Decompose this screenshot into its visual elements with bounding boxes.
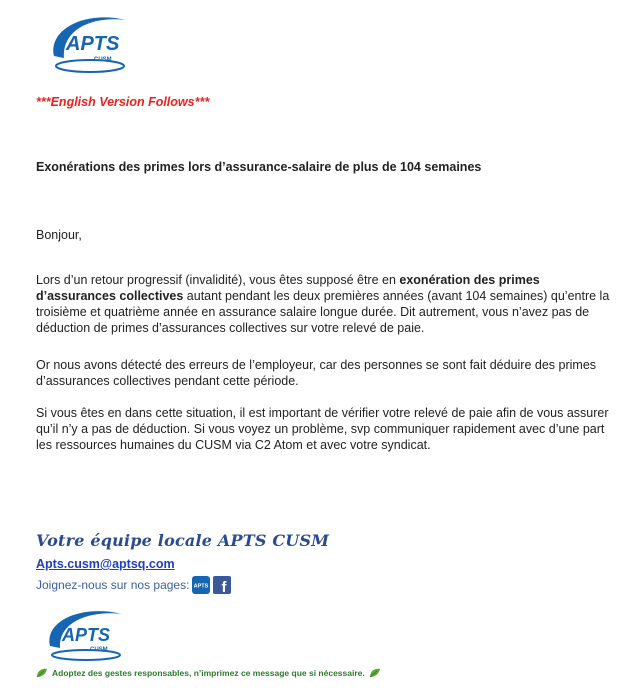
- apts-icon-label: APTS: [194, 583, 209, 590]
- logo-text: APTS: [66, 33, 120, 55]
- english-version-notice: ***English Version Follows***: [36, 95, 210, 109]
- paragraph1-part2: autant pendant les deux premières années (avant 104 semaines) qu’entre la troisième et quatrième année en assurance salaire longue durée. Dit autrement, vous n’avez pas de déduction de primes d’assurances collectives sur votre relevé de paie.: [36, 289, 610, 335]
- leaf-icon: [369, 668, 381, 678]
- apts-logo-bottom: [40, 604, 130, 664]
- logo-bottom-subtext: CUSM: [90, 647, 108, 653]
- greeting: Bonjour,: [36, 228, 82, 242]
- leaf-icon: [36, 668, 48, 678]
- team-signature: Votre équipe locale APTS CUSM: [36, 531, 330, 550]
- eco-footer-text: Adoptez des gestes responsables, n’imprimez ce message que si nécessaire.: [52, 668, 365, 678]
- facebook-icon[interactable]: [213, 576, 231, 594]
- paragraph-errors: Or nous avons détecté des erreurs de l’employeur, car des personnes se sont fait déduire des primes d’assurances collectives pendant cette période.: [36, 358, 597, 388]
- join-us-line: [36, 576, 231, 594]
- facebook-icon-label: f: [221, 579, 227, 594]
- paragraph1-part1: Lors d’un retour progressif (invalidité), vous êtes supposé être en: [36, 273, 400, 287]
- paragraph-exoneration: [36, 272, 616, 336]
- logo-subtext: CUSM: [94, 57, 112, 63]
- apts-page-icon[interactable]: [192, 576, 210, 594]
- paragraph1-bold: exonération des primes d’assurances collectives: [36, 273, 540, 303]
- join-us-text: Joignez-nous sur nos pages:: [36, 578, 190, 592]
- logo-bottom-text: APTS: [62, 625, 111, 645]
- email-link[interactable]: Apts.cusm@aptsq.com: [36, 557, 175, 571]
- apts-logo-top: [44, 8, 134, 78]
- paragraph-verify: Si vous êtes en dans cette situation, il est important de vérifier votre relevé de paie afin de vous assurer qu’il n’y a pas de déduction. Si vous voyez un problème, svp communiquer rapidement avec d’une part les ressources humaines du CUSM via C2 Atom et avec votre syndicat.: [36, 406, 609, 452]
- subject-heading: Exonérations des primes lors d’assurance-salaire de plus de 104 semaines: [36, 160, 482, 174]
- eco-footer: [36, 668, 381, 678]
